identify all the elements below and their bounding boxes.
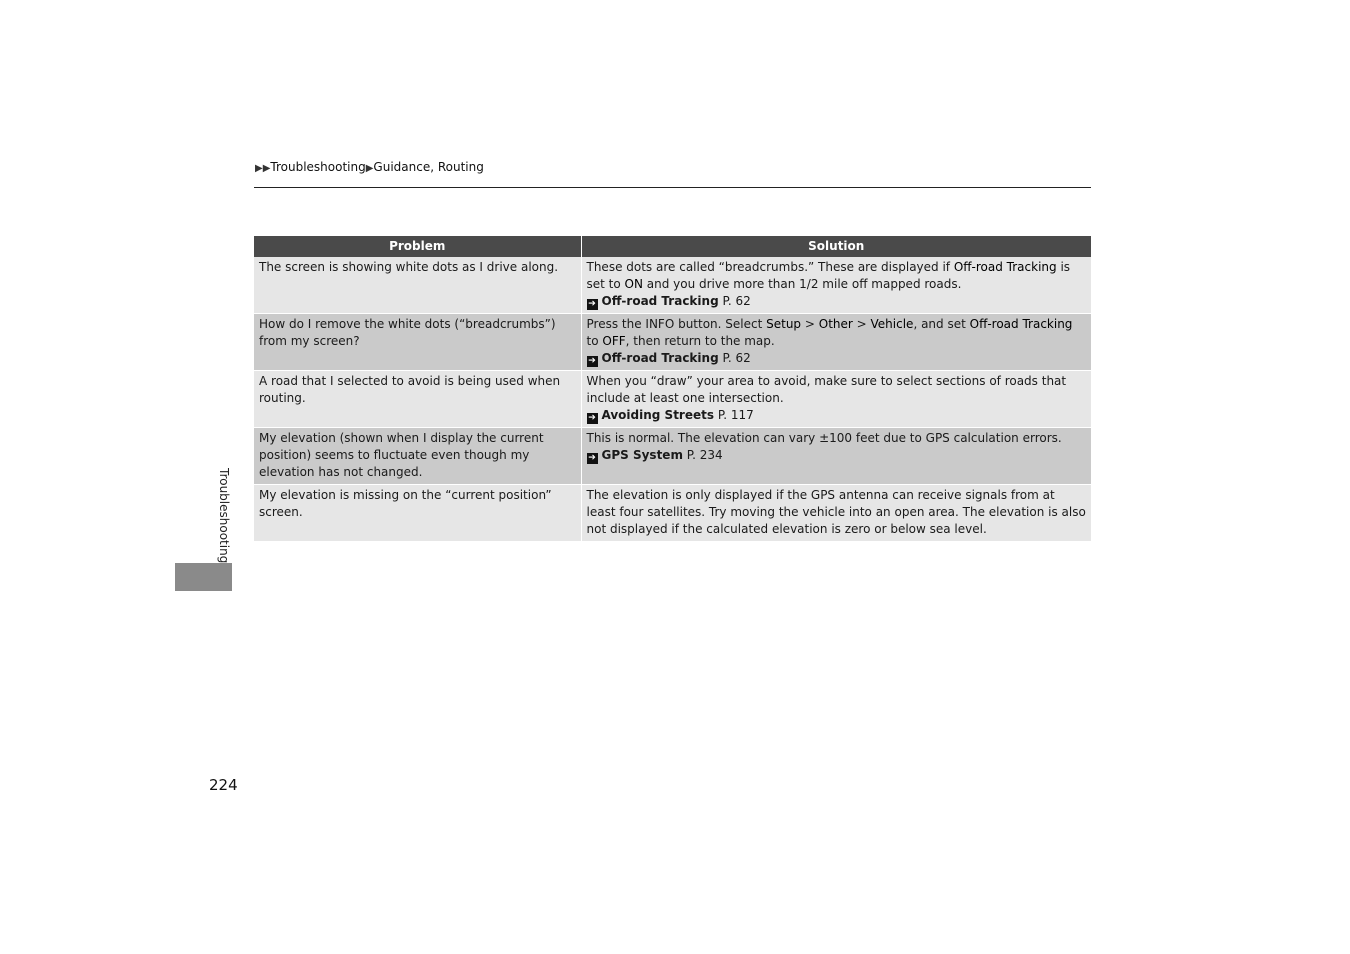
reference-page: P. 62 — [722, 351, 751, 365]
page-number: 224 — [209, 776, 238, 794]
setting-value: OFF — [602, 334, 626, 348]
menu-item-name: Setup — [766, 317, 802, 331]
table-header-row — [254, 236, 1091, 257]
solution-cell — [581, 371, 1091, 428]
setting-name: Off-road Tracking — [953, 260, 1057, 274]
problem-column-header: Problem — [254, 236, 581, 257]
reference-title: Off-road Tracking — [601, 351, 719, 365]
solution-column-header: Solution — [581, 236, 1091, 257]
breadcrumb-section: Troubleshooting — [270, 160, 366, 174]
solution-text: This is normal. The elevation can vary ±100 feet due to GPS calculation errors. — [586, 431, 1062, 445]
solution-text: When you “draw” your area to avoid, make sure to select sections of roads that include at least one intersection. — [586, 374, 1067, 405]
section-tab-marker — [175, 563, 232, 591]
reference-title: Off-road Tracking — [601, 294, 719, 308]
troubleshooting-table — [254, 236, 1091, 542]
problem-cell: How do I remove the white dots (“breadcrumbs”) from my screen? — [254, 314, 581, 371]
reference-arrow-icon: ➔ — [588, 453, 596, 463]
reference-title: GPS System — [601, 448, 683, 462]
solution-cell: The elevation is only displayed if the GPS antenna can receive signals from at least four satellites. Try moving the vehicle into an open area. The elevation is also not displayed if the calculated elevation is zero or below sea level. — [581, 485, 1091, 542]
setting-name: Off-road Tracking — [969, 317, 1073, 331]
table-row — [254, 428, 1091, 485]
solution-cell — [581, 314, 1091, 371]
breadcrumb-subsection: Guidance, Routing — [373, 160, 484, 174]
reference-title: Avoiding Streets — [601, 408, 715, 422]
header-divider — [254, 187, 1091, 188]
reference-arrow-icon: ➔ — [588, 299, 596, 309]
solution-text: These dots are called “breadcrumbs.” These are displayed if — [586, 260, 954, 274]
breadcrumb-arrows-icon: ▶▶ — [255, 163, 271, 174]
reference-page: P. 234 — [686, 448, 723, 462]
cross-reference-link[interactable] — [587, 293, 1087, 310]
solution-text: , and set — [913, 317, 970, 331]
solution-text: is set to — [586, 260, 1071, 291]
problem-cell: The screen is showing white dots as I drive along. — [254, 257, 581, 314]
reference-arrow-icon: ➔ — [588, 413, 596, 423]
reference-page: P. 117 — [717, 408, 754, 422]
side-tab-label: Troubleshooting — [217, 468, 231, 564]
table-row — [254, 485, 1091, 542]
reference-arrow-icon: ➔ — [588, 356, 596, 366]
cross-reference-link[interactable] — [587, 447, 1087, 464]
problem-cell: A road that I selected to avoid is being used when routing. — [254, 371, 581, 428]
menu-item-name: Vehicle — [870, 317, 914, 331]
solution-text: to — [586, 334, 603, 348]
problem-cell: My elevation is missing on the “current position” screen. — [254, 485, 581, 542]
solution-text: and you drive more than 1/2 mile off mapped roads. — [642, 277, 962, 291]
table-row — [254, 314, 1091, 371]
solution-cell — [581, 428, 1091, 485]
solution-text: > — [852, 317, 871, 331]
solution-text: > — [801, 317, 819, 331]
breadcrumb-separator-icon: ▶ — [365, 163, 374, 174]
table-row — [254, 257, 1091, 314]
reference-page: P. 62 — [722, 294, 751, 308]
solution-cell — [581, 257, 1091, 314]
solution-text: Press the INFO button. Select — [586, 317, 767, 331]
breadcrumb — [255, 160, 484, 174]
cross-reference-link[interactable] — [587, 407, 1087, 424]
cross-reference-link[interactable] — [587, 350, 1087, 367]
setting-value: ON — [624, 277, 643, 291]
table-row — [254, 371, 1091, 428]
problem-cell: My elevation (shown when I display the current position) seems to fluctuate even though my elevation has not changed. — [254, 428, 581, 485]
menu-item-name: Other — [818, 317, 853, 331]
solution-text: , then return to the map. — [625, 334, 775, 348]
